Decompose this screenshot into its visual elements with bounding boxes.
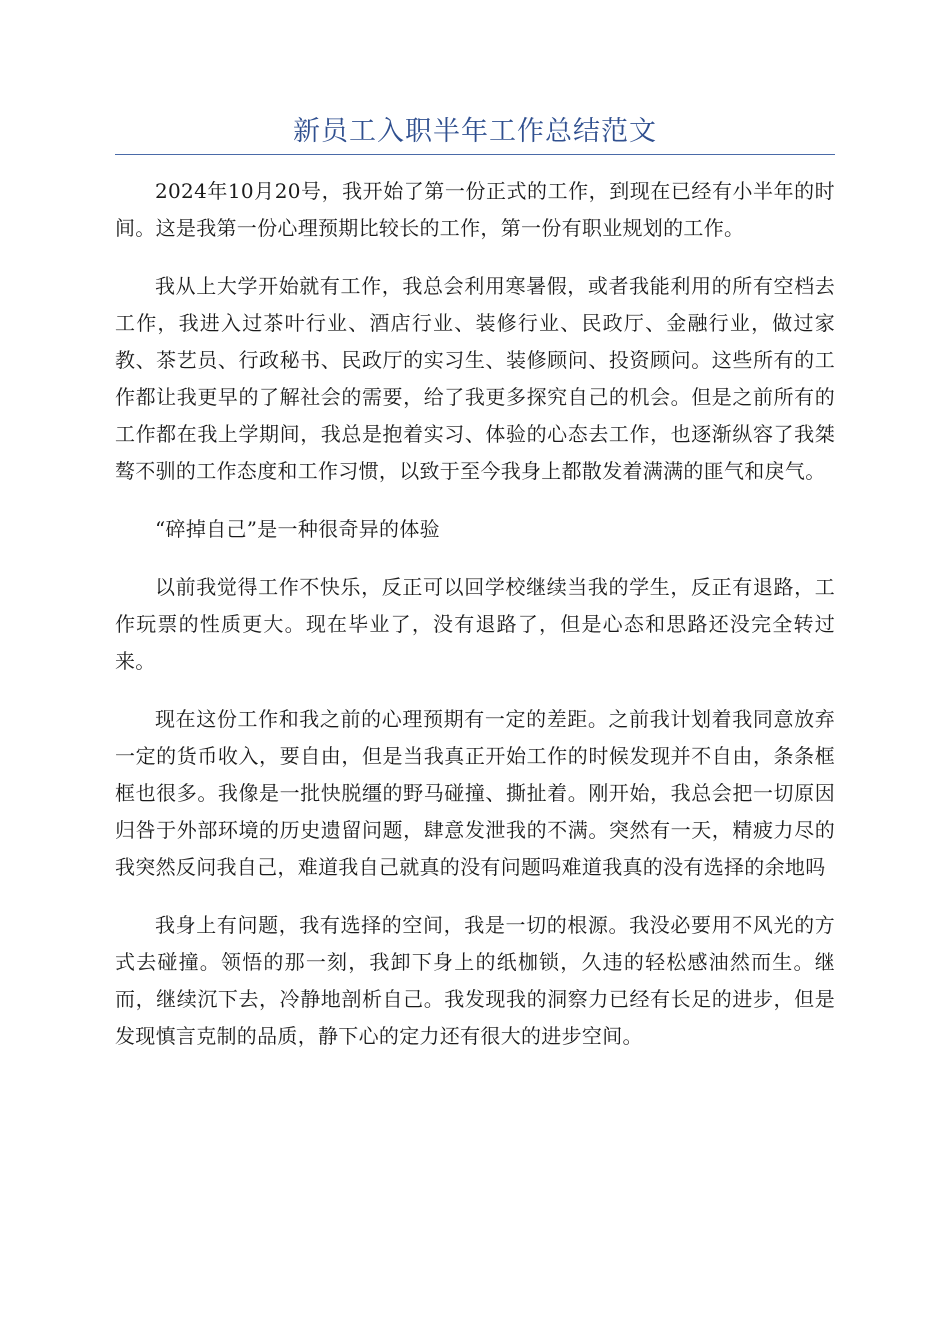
title-divider bbox=[115, 154, 835, 155]
paragraph-2: 我从上大学开始就有工作，我总会利用寒暑假，或者我能利用的所有空档去工作，我进入过茶叶行业、酒店行业、装修行业、民政厅、金融行业，做过家教、茶艺员、行政秘书、民政厅的实习生、装修顾问、投资顾问。这些所有的工作都让我更早的了解社会的需要，给了我更多探究自己的机会。但是之前所有的工作都在我上学期间，我总是抱着实习、体验的心态去工作，也逐渐纵容了我桀骜不驯的工作态度和工作习惯，以致于至今我身上都散发着满满的匪气和戾气。 bbox=[115, 274, 835, 483]
paragraph-1: 2024年10月20号，我开始了第一份正式的工作，到现在已经有小半年的时间。这是我第一份心理预期比较长的工作，第一份有职业规划的工作。 bbox=[115, 179, 835, 240]
document-title: 新员工入职半年工作总结范文 bbox=[293, 116, 657, 147]
document-body bbox=[115, 173, 835, 1076]
paragraph-4: 现在这份工作和我之前的心理预期有一定的差距。之前我计划着我同意放弃一定的货币收入，要自由，但是当我真正开始工作的时候发现并不自由，条条框框也很多。我像是一批快脱缰的野马碰撞、撕扯着。刚开始，我总会把一切原因归咎于外部环境的历史遗留问题，肆意发泄我的不满。突然有一天，精疲力尽的我突然反问我自己，难道我自己就真的没有问题吗难道我真的没有选择的余地吗 bbox=[115, 707, 835, 879]
paragraph-3: 以前我觉得工作不快乐，反正可以回学校继续当我的学生，反正有退路，工作玩票的性质更大。现在毕业了，没有退路了，但是心态和思路还没完全转过来。 bbox=[115, 575, 835, 673]
section-heading: “碎掉自己”是一种很奇异的体验 bbox=[155, 517, 440, 541]
paragraph-5: 我身上有问题，我有选择的空间，我是一切的根源。我没必要用不风光的方式去碰撞。领悟的那一刻，我卸下身上的纸枷锁，久违的轻松感油然而生。继而，继续沉下去，冷静地剖析自己。我发现我的洞察力已经有长足的进步，但是发现慎言克制的品质，静下心的定力还有很大的进步空间。 bbox=[115, 913, 835, 1048]
